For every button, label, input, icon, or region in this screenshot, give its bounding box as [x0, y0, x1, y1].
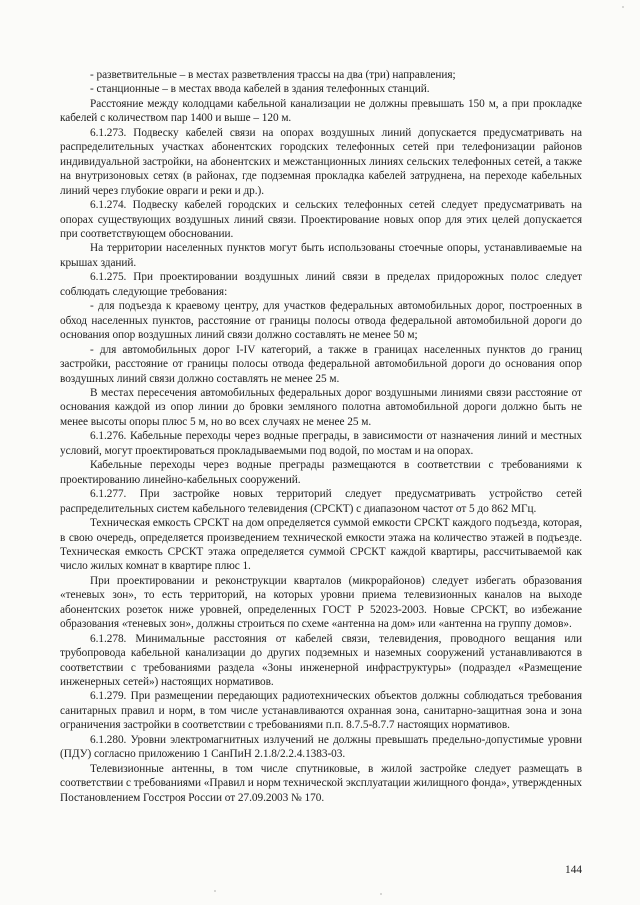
paragraph: На территории населенных пунктов могут быть использованы стоечные опоры, устанавливаемые на крышах зданий.: [60, 242, 582, 269]
paragraph: 6.1.279. При размещении передающих радиотехнических объектов должны соблюдаться требования санитарных правил и норм, в том числе устанавливаются охранная зона, санитарно-защитная зона и зона ограничения застройки в соответствии с требованиями п.п. 8.7.5-8.7.7 настоящих нормативов.: [60, 690, 582, 732]
paragraph: 6.1.280. Уровни электромагнитных излучений не должны превышать предельно-допустимые уровни (ПДУ) согласно приложению 1 СанПиН 2.1.8/2.2.4.1383-03.: [60, 733, 582, 761]
paragraph: 6.1.274. Подвеску кабелей городских и сельских телефонных сетей следует предусматривать на опорах существующих воздушных линий связи. Проектирование новых опор для этих целей допускается при соответствующем обосновании.: [60, 199, 582, 240]
paragraph: - станционные – в местах ввода кабелей в здания телефонных станций.: [90, 83, 430, 96]
document-body: [60, 68, 582, 805]
paragraph: Телевизионные антенны, в том числе спутниковые, в жилой застройке следует размещать в соответствии с требованиями «Правил и норм технической эксплуатации жилищного фонда», утвержденных Постановлением Госстроя России от 27.09.2003 № 170.: [60, 762, 582, 804]
paragraph: 6.1.275. При проектировании воздушных линий связи в пределах придорожных полос следует соблюдать следующие требования:: [60, 271, 582, 298]
paragraph: В местах пересечения автомобильных федеральных дорог воздушными линиями связи расстояние от основания каждой из опор линии до бровки земляного полотна автомобильной дороги должно быть не менее высоты опоры плюс 5 м, но во всех случаях не менее 25 м.: [60, 386, 582, 428]
scan-speck: [622, 6, 624, 8]
paragraph: 6.1.277. При застройке новых территорий следует предусматривать устройство сетей распределительных систем кабельного телевидения (СРСКТ) с диапазоном частот от 5 до 862 МГц.: [60, 488, 582, 515]
paragraph: Техническая емкость СРСКТ на дом определяется суммой емкости СРСКТ каждого подъезда, которая, в свою очередь, определяется произведением технической емкости этажа на количество этажей в подъезде. Техническая емкость СРСКТ этажа определяется суммой СРСКТ каждой квартиры, рассчитываемой как число жилых комнат в квартире плюс 1.: [60, 517, 582, 573]
paragraph: Расстояние между колодцами кабельной канализации не должны превышать 150 м, а при прокладке кабелей с количеством пар 1400 и выше – 120 м.: [60, 97, 582, 125]
paragraph: 6.1.273. Подвеску кабелей связи на опорах воздушных линий допускается предусматривать на распределительных участках абонентских городских телефонных сетей при телефонизации районов индивидуальной застройки, на абонентских и межстанционных линиях сельских телефонных сетей, а также на внутризоновых сетях (в районах, где подземная прокладка кабелей затруднена, на переходе кабельных линий через глубокие овраги и реки и др.).: [60, 126, 582, 197]
paragraph: - для подъезда к краевому центру, для участков федеральных автомобильных дорог, построенных в обход населенных пунктов, расстояние от границы полосы отвода федеральной автомобильной дороги до основания опор воздушных линий связи должно составлять не менее 50 м;: [60, 300, 582, 342]
paragraph: - разветвительные – в местах разветвления трассы на два (три) направления;: [90, 69, 456, 81]
paragraph: - для автомобильных дорог I-IV категорий, а также в границах населенных пунктов до границ застройки, расстояние от границы полосы отвода федеральной автомобильной дороги до основания опор воздушных линий связи должно составлять не менее 25 м.: [60, 343, 582, 385]
page-number: 144: [565, 864, 582, 876]
scan-speck: [214, 890, 216, 892]
scan-speck: [380, 893, 382, 895]
paragraph: При проектировании и реконструкции кварталов (микрорайонов) следует избегать образования «теневых зон», то есть территорий, на которых уровни приема телевизионных каналов на выходе абонентских розеток ниже уровней, определенных ГОСТ Р 52023-2003. Новые СРСКТ, во избежание образования «теневых зон», должны строиться по схеме «антенна на дом» или «антенна на группу домов».: [60, 574, 582, 631]
paragraph: Кабельные переходы через водные преграды размещаются в соответствии с требованиями к проектированию линейно-кабельных сооружений.: [60, 459, 582, 486]
paragraph: 6.1.276. Кабельные переходы через водные преграды, в зависимости от назначения линий и местных условий, могут проектироваться прокладываемыми под водой, по мостам и на опорах.: [60, 430, 582, 457]
paragraph: 6.1.278. Минимальные расстояния от кабелей связи, телевидения, проводного вещания или трубопровода кабельной канализации до других подземных и наземных сооружений устанавливаются в соответствии с требованиями раздела «Зоны инженерной инфраструктуры» (подраздел «Размещение инженерных сетей») настоящих нормативов.: [60, 632, 582, 689]
